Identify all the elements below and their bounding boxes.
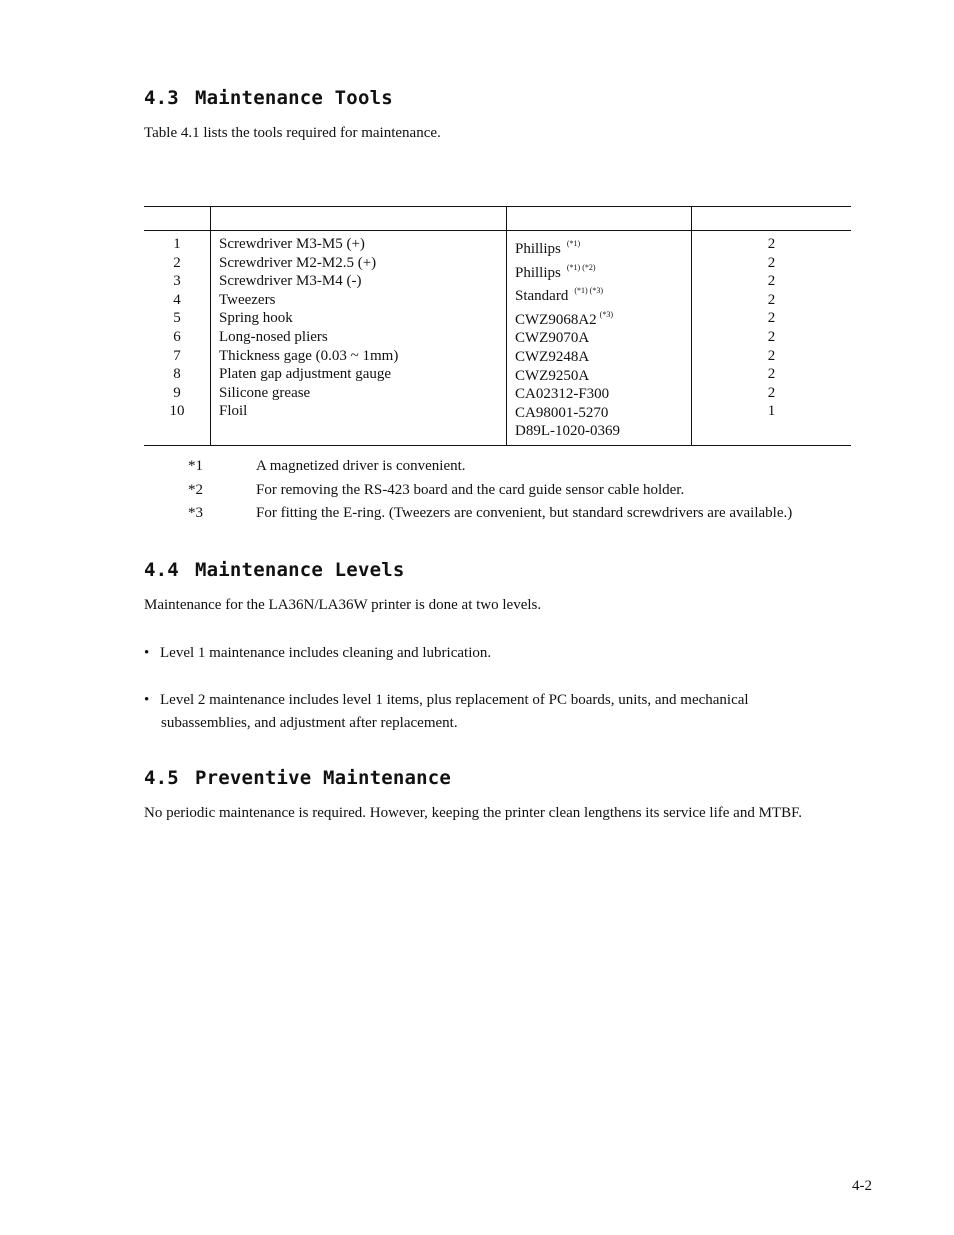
bullet-item bbox=[144, 642, 491, 665]
section-title: Maintenance Tools bbox=[195, 87, 393, 109]
bullet-glyph: • bbox=[144, 692, 150, 708]
cell-type-wrap bbox=[515, 348, 691, 367]
cell-type-wrap bbox=[515, 306, 691, 330]
cell-no: 5 bbox=[173, 310, 181, 327]
footnote-key: *1 bbox=[188, 458, 203, 474]
footnote bbox=[188, 505, 792, 529]
cell-name: Screwdriver M3-M5 (+) bbox=[219, 236, 365, 252]
maintenance-tools-table bbox=[144, 206, 851, 446]
cell-qty: 1 bbox=[767, 403, 776, 420]
cell-name: Thickness gage (0.03 ~ 1mm) bbox=[219, 347, 399, 364]
cell-no: 7 bbox=[173, 347, 181, 364]
cell-type-wrap bbox=[515, 385, 691, 404]
cell-no: 4 bbox=[173, 291, 181, 308]
section-number: 4.3 bbox=[144, 87, 179, 109]
section-number: 4.4 bbox=[144, 559, 179, 581]
cell-no: 1 bbox=[173, 236, 181, 252]
cell-qty: 2 bbox=[767, 347, 776, 364]
cell-footnote-ref: (*1) (*2) bbox=[566, 262, 596, 272]
footnote-key: *3 bbox=[188, 505, 203, 522]
cell-footnote-ref: (*3) bbox=[599, 309, 613, 319]
bullet-item bbox=[144, 689, 749, 735]
cell-name: Spring hook bbox=[219, 310, 293, 327]
table-header-row bbox=[144, 207, 851, 231]
section-heading-4-4 bbox=[144, 559, 405, 581]
cell-type-wrap bbox=[515, 422, 691, 441]
bullet-text: Level 2 maintenance includes level 1 items, plus replacement of PC boards, units, and mechanical bbox=[160, 692, 749, 708]
footnote bbox=[188, 458, 792, 482]
column-type bbox=[507, 231, 692, 446]
cell-no: 9 bbox=[173, 384, 181, 401]
footnote-key: *2 bbox=[188, 481, 203, 498]
cell-qty: 2 bbox=[767, 291, 776, 308]
table-footnotes bbox=[188, 458, 792, 529]
header-cell-qty bbox=[692, 207, 852, 231]
cell-type: Phillips bbox=[515, 264, 561, 281]
bullet-glyph: • bbox=[144, 645, 150, 661]
section-intro-4-3: Table 4.1 lists the tools required for maintenance. bbox=[144, 125, 441, 141]
bullet-text: Level 1 maintenance includes cleaning and lubrication. bbox=[160, 645, 492, 661]
bullet-text-continued: subassemblies, and adjustment after replacement. bbox=[161, 715, 458, 731]
section-title: Maintenance Levels bbox=[195, 559, 405, 581]
section-title: Preventive Maintenance bbox=[195, 767, 452, 789]
page-number: 4-2 bbox=[852, 1178, 872, 1194]
cell-type: CWZ9248A bbox=[515, 348, 590, 365]
cell-name: Screwdriver M3-M4 (-) bbox=[219, 273, 362, 290]
cell-name: Screwdriver M2-M2.5 (+) bbox=[219, 254, 377, 271]
cell-type: CA98001-5270 bbox=[515, 404, 609, 421]
cell-type-wrap bbox=[515, 404, 691, 423]
footnote-text: For fitting the E-ring. (Tweezers are convenient, but standard screwdrivers are available.) bbox=[256, 505, 793, 522]
cell-qty: 2 bbox=[767, 384, 776, 401]
cell-name: Floil bbox=[219, 403, 248, 420]
section-heading-4-5 bbox=[144, 767, 451, 789]
footnote bbox=[188, 482, 792, 506]
cell-type-wrap bbox=[515, 329, 691, 348]
cell-qty: 2 bbox=[767, 328, 776, 345]
cell-type: CA02312-F300 bbox=[515, 386, 610, 403]
column-qty bbox=[692, 231, 852, 446]
cell-type: D89L-1020-0369 bbox=[515, 423, 620, 440]
section-heading-4-3 bbox=[144, 87, 393, 109]
header-cell-no bbox=[144, 207, 211, 231]
cell-type: CWZ9250A bbox=[515, 367, 590, 384]
cell-no: 2 bbox=[173, 254, 181, 271]
section-intro-4-4: Maintenance for the LA36N/LA36W printer is done at two levels. bbox=[144, 597, 542, 613]
cell-no: 3 bbox=[173, 273, 181, 290]
cell-name: Long-nosed pliers bbox=[219, 328, 328, 345]
footnote-text: For removing the RS-423 board and the card guide sensor cable holder. bbox=[256, 481, 685, 498]
section-intro-4-5: No periodic maintenance is required. However, keeping the printer clean lengthens its service life and MTBF. bbox=[144, 805, 802, 821]
column-no bbox=[144, 231, 211, 446]
header-cell-name bbox=[211, 207, 507, 231]
cell-qty: 2 bbox=[767, 254, 776, 271]
cell-type-wrap bbox=[515, 259, 691, 283]
cell-type: CWZ9070A bbox=[515, 330, 590, 347]
cell-footnote-ref: (*1) (*3) bbox=[574, 286, 603, 296]
cell-type: Phillips bbox=[515, 241, 561, 257]
cell-footnote-ref: (*1) bbox=[566, 239, 581, 248]
cell-type-wrap bbox=[515, 367, 691, 386]
cell-type: Standard bbox=[515, 288, 569, 305]
section-number: 4.5 bbox=[144, 767, 179, 789]
cell-type-wrap bbox=[515, 235, 691, 259]
cell-name: Tweezers bbox=[219, 291, 276, 308]
cell-qty: 2 bbox=[767, 273, 776, 290]
cell-type-wrap bbox=[515, 282, 691, 306]
table-body-row bbox=[144, 231, 851, 446]
cell-qty: 2 bbox=[767, 236, 776, 252]
cell-qty: 2 bbox=[767, 366, 776, 383]
cell-name: Silicone grease bbox=[219, 384, 311, 401]
cell-no: 10 bbox=[169, 403, 185, 420]
cell-no: 6 bbox=[173, 328, 181, 345]
cell-name: Platen gap adjustment gauge bbox=[219, 366, 392, 383]
footnote-text: A magnetized driver is convenient. bbox=[256, 458, 466, 474]
cell-no: 8 bbox=[173, 366, 181, 383]
cell-type: CWZ9068A2 bbox=[515, 311, 597, 328]
column-name bbox=[211, 231, 507, 446]
cell-qty: 2 bbox=[767, 310, 776, 327]
header-cell-type bbox=[507, 207, 692, 231]
